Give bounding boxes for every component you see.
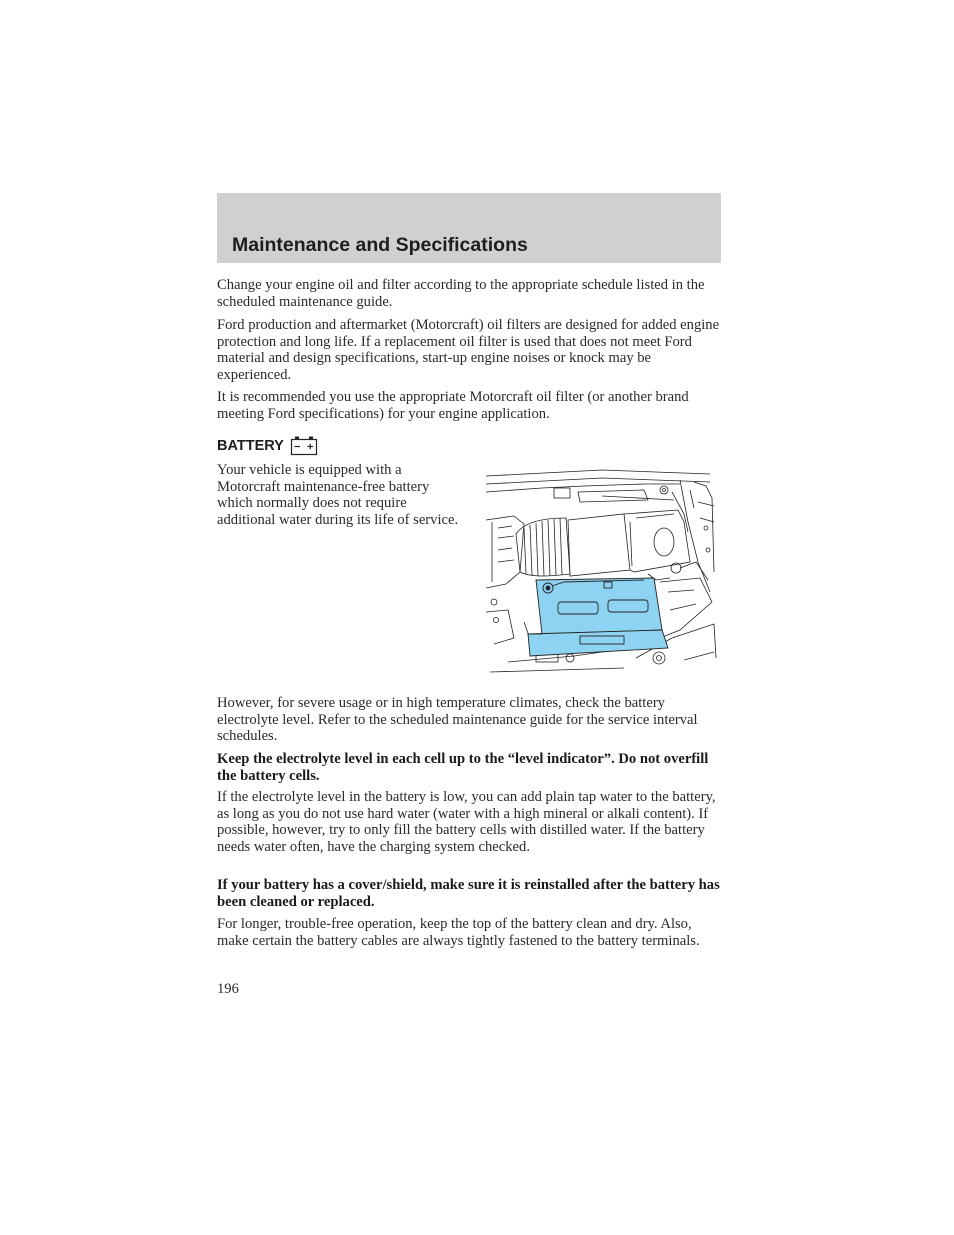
page-number: 196 — [217, 981, 239, 997]
low-electrolyte-paragraph: If the electrolyte level in the battery is low, you can add plain tap water to the battery, as long as you do not use hard water (water with a high mineral or alkali content). If possible, however, try to only fill the battery cells with distilled water. If the battery needs water often, have the charging system checked. — [217, 789, 716, 855]
oil-recommend-paragraph: It is recommended you use the appropriate Motorcraft oil filter (or another brand meeting Ford specifications) for your engine application. — [217, 389, 689, 422]
battery-highlight — [528, 578, 668, 656]
oil-filters-paragraph: Ford production and aftermarket (Motorcraft) oil filters are designed for added engine protection and long life. If a replacement oil filter is used that does not meet Ford material and design specifications, start-up engine noises or knock may be experienced. — [217, 317, 720, 383]
cover-shield-warning: If your battery has a cover/shield, make sure it is reinstalled after the battery has been cleaned or replaced. — [217, 877, 720, 910]
page-title: Maintenance and Specifications — [232, 234, 528, 256]
engine-compartment-battery-illustration — [484, 462, 718, 682]
oil-change-paragraph: Change your engine oil and filter according to the appropriate schedule listed in the scheduled maintenance guide. — [217, 277, 705, 310]
battery-heading-text: BATTERY — [217, 438, 284, 454]
severe-usage-paragraph: However, for severe usage or in high temperature climates, check the battery electrolyte level. Refer to the scheduled maintenance guide for the service interval schedules. — [217, 695, 698, 744]
battery-intro-paragraph: Your vehicle is equipped with a Motorcraft maintenance-free battery which normally does not require additional water during its life of service. — [217, 462, 459, 528]
electrolyte-level-warning: Keep the electrolyte level in each cell up to the “level indicator”. Do not overfill the battery cells. — [217, 751, 709, 784]
battery-icon — [290, 436, 318, 456]
battery-heading — [217, 436, 318, 456]
section-header-band — [217, 193, 721, 263]
clean-dry-paragraph: For longer, trouble-free operation, keep the top of the battery clean and dry. Also, make certain the battery cables are always tightly fastened to the battery terminals. — [217, 916, 700, 949]
